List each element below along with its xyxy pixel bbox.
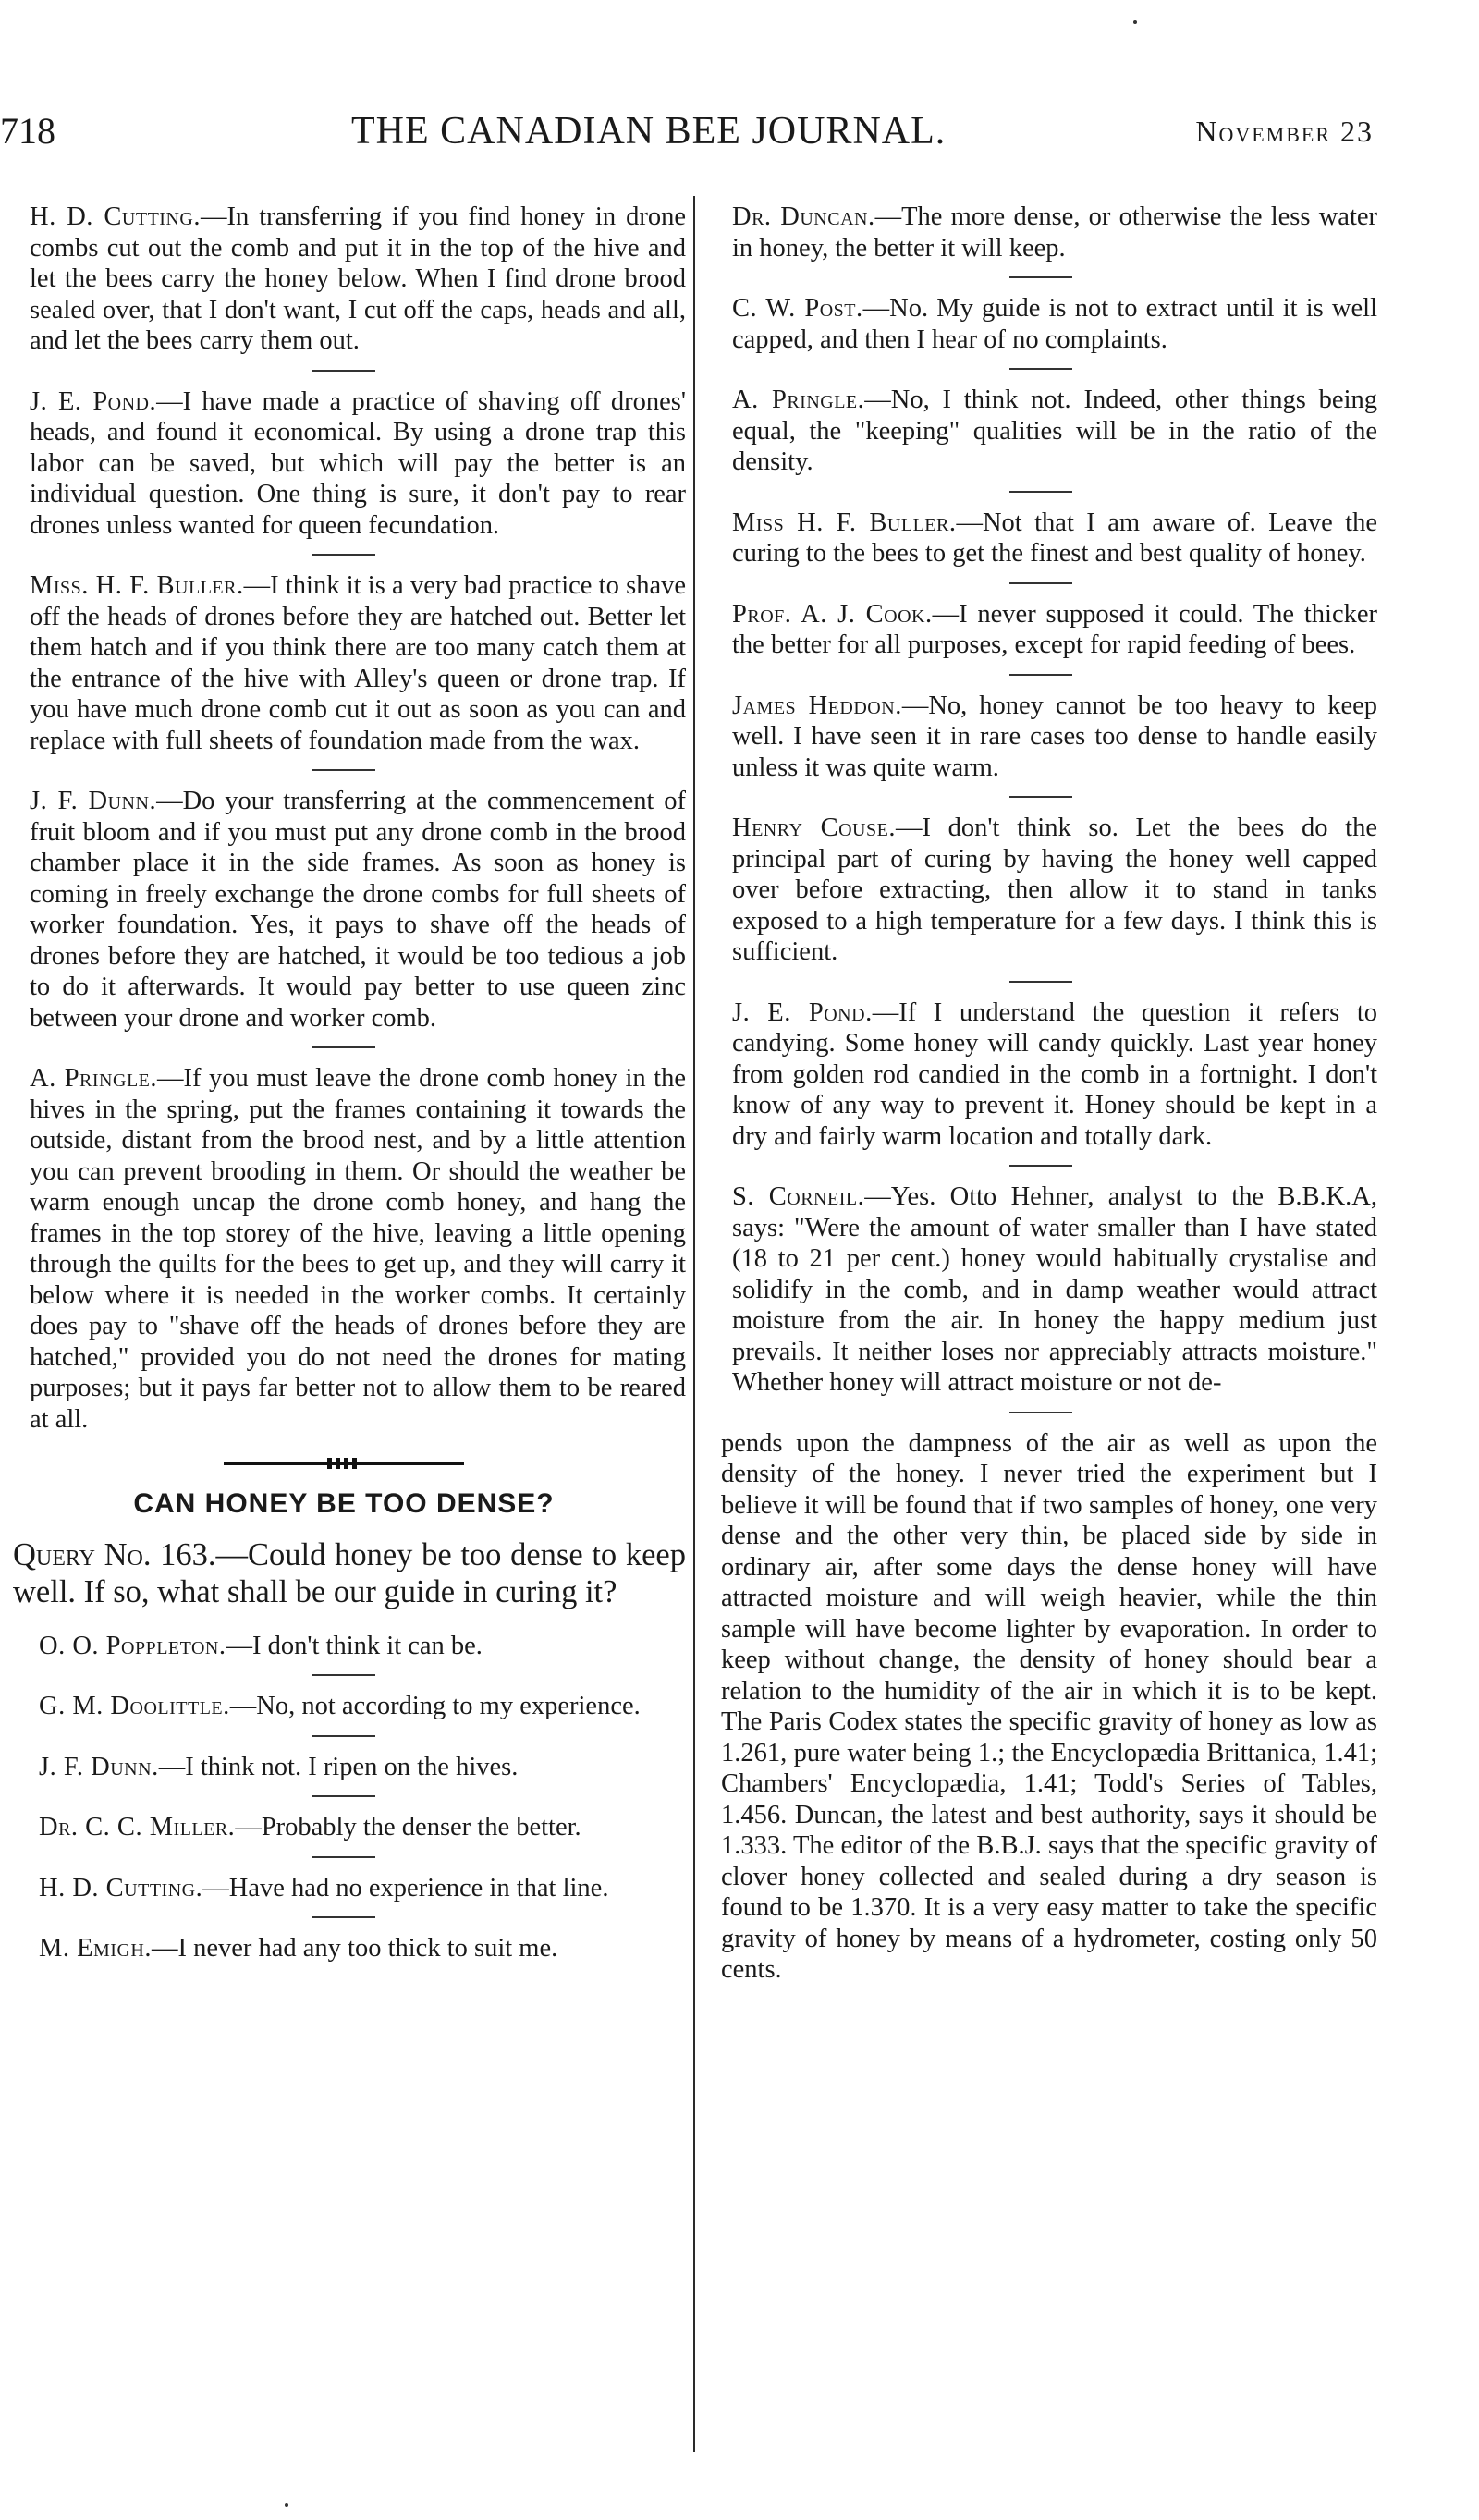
answer-speaker: M. Emigh.: [39, 1934, 152, 1963]
separator-rule: [312, 1735, 375, 1737]
reply-entry: [2, 786, 686, 1034]
reply-speaker: Henry Couse.: [732, 813, 896, 842]
print-speck: [285, 2503, 288, 2507]
reply-entry: [704, 202, 1377, 263]
reply-text: —I never supposed it could. The thicker the better for all purposes, except for rapid feeding of bees.: [732, 599, 1377, 659]
separator-rule: [312, 1046, 375, 1048]
reply-text: —I have made a practice of shaving off drones' heads, and found it economical. By using a drone trap this labor can be saved, but which will pay the better is an individual question. One thing is sure, it don't pay to rear drones unless wanted for queen fecundation.: [30, 386, 686, 540]
reply-entry: [2, 202, 686, 357]
query-label: Query No. 163.: [13, 1536, 216, 1572]
separator-rule: [1009, 582, 1072, 584]
query-answers: [2, 1631, 686, 1964]
reply-speaker: A. Pringle.: [30, 1064, 158, 1093]
reply-text: —No, honey cannot be too heavy to keep well. I have seen it in rare cases too dense to handle easily unless it was quite warm.: [732, 691, 1377, 782]
answer-entry: [2, 1933, 686, 1964]
separator-rule: [1009, 1165, 1072, 1167]
reply-speaker: Miss H. F. Buller.: [732, 508, 957, 537]
answer-entry: [2, 1631, 686, 1662]
answer-speaker: O. O. Poppleton.: [39, 1631, 226, 1660]
page-header: [0, 109, 1387, 165]
reply-speaker: Miss. H. F. Buller.: [30, 571, 244, 600]
reply-entry: [2, 1063, 686, 1435]
answer-text: —I don't think it can be.: [226, 1631, 483, 1660]
column-divider: [693, 196, 695, 2452]
reply-entry: [704, 508, 1377, 569]
reply-speaker: J. F. Dunn.: [30, 787, 157, 815]
reply-entry: [2, 570, 686, 756]
reply-speaker: Dr. Duncan.: [732, 202, 875, 231]
reply-text: —Do your transferring at the commencement of fruit bloom and if you must put any drone comb in the brood chamber place it in the side frames. As soon as honey is coming in freely exchange the drone combs for full sheets of worker foundation. Yes, it pays to shave off the heads of drones before they are hatched, it would be too tedious a job to do it afterwards. It would pay better to use queen zinc between your drone and worker comb.: [30, 787, 687, 1033]
answer-text: —I think not. I ripen on the hives.: [158, 1752, 519, 1781]
reply-entry: [704, 385, 1377, 478]
reply-text: —I don't think so. Let the bees do the principal part of curing by having the honey well capped over before extracting, then allow it to stand in tanks exposed to a high temperature for a few days. I think this is sufficient.: [732, 813, 1377, 966]
separator-rule: [312, 769, 375, 771]
reply-entry: [2, 386, 686, 542]
separator-rule: [312, 1916, 375, 1918]
separator-rule: [1009, 491, 1072, 493]
reply-text: —If I understand the question it refers to candying. Some honey will candy quickly. Last year honey from golden rod candied in the comb in a fortnight. I don't know of any way to prevent it. Honey should be kept in a dry and fairly warm location and totally dark.: [732, 997, 1377, 1151]
reply-entry: [704, 1181, 1377, 1399]
separator-rule: [1009, 981, 1072, 983]
reply-speaker: J. E. Pond.: [732, 997, 873, 1027]
reply-speaker: James Heddon.: [732, 691, 902, 720]
reply-entry: [704, 599, 1377, 661]
reply-entry: [704, 813, 1377, 968]
reply-text: —Yes. Otto Hehner, analyst to the B.B.K.A, says: "Were the amount of water smaller than I have stated (18 to 21 per cent.) honey would habitually crystalise and solidify in the comb, and in damp weather would attract moisture from the air. In honey the happy medium just prevails. It neither loses nor appreciably attracts moisture." Whether honey will attract moisture or not de-: [732, 1182, 1378, 1397]
separator-rule: [1009, 368, 1072, 370]
reply-text: —No. My guide is not to extract until it is well capped, and then I hear of no complaints.: [732, 294, 1378, 354]
query-question: [13, 1536, 686, 1610]
separator-rule: [1009, 674, 1072, 676]
answer-speaker: J. F. Dunn.: [39, 1752, 159, 1781]
answer-text: —Probably the denser the better.: [235, 1813, 581, 1841]
issue-date: November 23: [1195, 115, 1374, 148]
separator-rule: [1009, 1412, 1072, 1413]
reply-text: —No, I think not. Indeed, other things being equal, the "keeping" qualities will be in the ratio of the density.: [732, 385, 1377, 476]
query-heading: CAN HONEY BE TOO DENSE?: [133, 1488, 555, 1519]
reply-text: —In transferring if you find honey in drone combs cut out the comb and put it in the top of the hive and let the bees carry the honey below. When I find drone brood sealed over, that I don't want, I cut off the caps, heads and all, and let the bees carry them out.: [30, 202, 686, 355]
answer-entry: [2, 1812, 686, 1843]
reply-entry: [704, 691, 1377, 784]
separator-rule: [312, 1856, 375, 1858]
answer-entry: [2, 1873, 686, 1904]
query-text: —Could honey be too dense to keep well. If so, what shall be our guide in curing it?: [13, 1536, 686, 1609]
continuation-text: pends upon the dampness of the air as well as upon the density of the honey. I never tried the experiment but I believe it will be found that if two samples of honey, one very dense and the other very thin, be placed side by side in ordinary air, after some days the dense honey will have attracted moisture and will weigh heavier, while the thin sample will have become lighter by evaporation. In order to keep without change, the density of honey should bear a relation to the humidity of the air in which it is to be kept. The Paris Codex states the specific gravity of honey as low as 1.261, pure water being 1.; the Encyclopædia Brittanica, 1.41; Chambers' Encyclopædia, 1.41; Todd's Series of Tables, 1.456. Duncan, the latest and best authority, says it should be 1.333. The editor of the B.B.J. says that the specific gravity of clover honey collected and sealed during a dry season is found to be 1.370. It is a very easy matter to take the specific gravity of honey by means of a hydrometer, costing only 50 cents.: [721, 1428, 1377, 1984]
answer-speaker: H. D. Cutting.: [39, 1873, 203, 1902]
reply-text: —The more dense, or otherwise the less water in honey, the better it will keep.: [732, 202, 1378, 263]
separator-rule: [1009, 276, 1072, 278]
answer-text: —No, not according to my experience.: [229, 1692, 641, 1720]
reply-entry: [704, 293, 1377, 355]
reply-speaker: C. W. Post.: [732, 294, 863, 323]
reply-speaker: A. Pringle.: [732, 385, 865, 414]
answer-text: —Have had no experience in that line.: [202, 1873, 609, 1902]
section-ornament: [224, 1457, 464, 1470]
answer-entry: [2, 1752, 686, 1783]
answer-entry: [2, 1691, 686, 1722]
reply-text: —I think it is a very bad practice to shave off the heads of drones before they are hatched out. Better let them hatch and if you think there are too many catch them at the entrance of the hive with Alley's queen or drone trap. If you have much drone comb cut it out as soon as you can and replace with full sheets of foundation made from the wax.: [30, 571, 686, 755]
separator-rule: [312, 370, 375, 372]
reply-entry: [704, 997, 1377, 1153]
reply-speaker: Prof. A. J. Cook.: [732, 599, 933, 629]
separator-rule: [312, 1795, 375, 1797]
right-column: [704, 202, 1377, 1986]
journal-title: THE CANADIAN BEE JOURNAL.: [351, 110, 947, 153]
answer-text: —I never had any too thick to suit me.: [151, 1934, 558, 1963]
separator-rule: [312, 554, 375, 556]
separator-rule: [1009, 796, 1072, 798]
print-speck: [1133, 20, 1137, 24]
left-column: [2, 202, 686, 1964]
page-number: 718: [0, 110, 55, 152]
answer-speaker: G. M. Doolittle.: [39, 1692, 230, 1720]
reply-speaker: J. E. Pond.: [30, 386, 157, 416]
separator-rule: [312, 1674, 375, 1676]
reply-speaker: H. D. Cutting.: [30, 202, 201, 231]
reply-text: —Not that I am aware of. Leave the curing to the bees to get the finest and best quality of honey.: [732, 508, 1377, 568]
reply-text: —If you must leave the drone comb honey in the hives in the spring, put the frames containing it towards the outside, distant from the brood nest, and by a little attention you can prevent brooding in them. Or should the weather be warm enough uncap the drone comb honey, and hang the frames in the top storey of the hive, leaving a little opening through the quilts for the bees to get up, and they will carry it below where it is needed in the worker combs. It certainly does pay to "shave off the heads of drones before they are hatched," provided you do not need the drones for mating purposes; but it pays far better not to allow them to be reared at all.: [30, 1064, 686, 1434]
answer-speaker: Dr. C. C. Miller.: [39, 1813, 236, 1841]
reply-speaker: S. Corneil.: [732, 1182, 865, 1211]
